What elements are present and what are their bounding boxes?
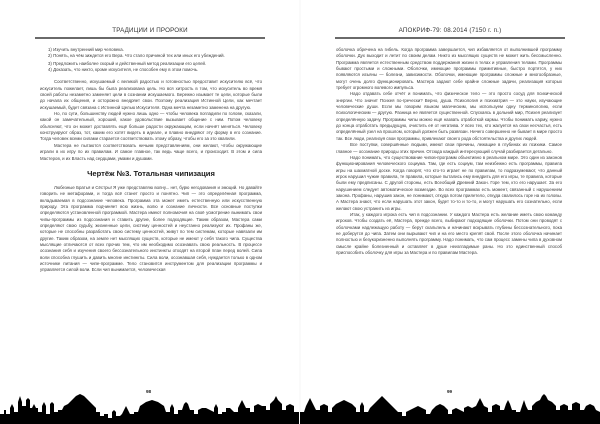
header-rule-left xyxy=(35,37,265,39)
left-page-body xyxy=(40,47,262,274)
city-skyline-icon xyxy=(0,392,300,424)
skyline-footer-right xyxy=(300,392,600,424)
right-page-body xyxy=(336,47,562,256)
paragraph: Соответственно, искушаемый с великой радостью и готовностью предоставит искусителю всё, что искуситель пожелает, лишь бы была реализована цель. Но вся хитрость в том, что искуситель во время своей работы незаметно заменяет цели в сознании искушаемого. Бережно изымает те цели, которые были до начала их общения, и осторожно внедряет свои. Поэтому реализация Истинной Цели, как мечтает искушаемый, будет связана с Истинной Целью Искусителя. Одна мечта незаметно заменена на другую. xyxy=(40,79,262,110)
list-item: 2) Понять, на чём зиждется его Вера. Что стало причиной тех или иных его убеждений. xyxy=(48,53,225,59)
chapter-title: Чертёж №3. Тотальная чипизация xyxy=(87,168,215,178)
running-head-left: ТРАДИЦИИ И ПРОРОКИ xyxy=(112,27,188,34)
list-item: 3) Предложить наиболее скорый и действенный метод реализации его целей. xyxy=(48,60,207,66)
right-page xyxy=(300,0,600,424)
skyline-footer-left xyxy=(0,392,300,424)
paragraph: Надо отдавать себе отчёт и понимать, что физическое тело — это просто сосуд для психической энергии. Что значит Психея по-гречески? Верно, душа. Психология и психиатрия — это науки, изучающие человеческие души. Если мы говорим языком магическим, мы используем одну терминологию, если психологическим — другую. Разница не является существенной. Спускаясь в дольний мир, Психея реализует определённую задачу. Программы чипы можно ещё назвать отработкой кармы. Чтобы понимать карму, нужно до конца отработать предыдущую, очистить её от негатива. У всех тех, кто жалуется на свои несчастья, есть определённый узел на прошлом, который должен быть развязан. Ничего совершенно не бывает в мире просто так. Все люди, реализуя свои программы, привлекают своего рода обстоятельства и других людей. xyxy=(336,91,562,141)
paragraph: Надо понимать, что существование чипов-программ объективно в реальном мире. Это один из законов функционирования человеческого социума. Там, где есть социум, там неизбежно есть программы, правила игры на шахматной доске. Когда говорят, что кто-то играет не по правилам, то подразумевают, что данный игрок нарушил чужие правила, те правила, которые пытались ему внедрить для его игры, те правила, которые были ему предписаны. С другой стороны, есть Всеобщий Древний Закон. Горе тем, кто его нарушает. За его нарушением следует автоматическое возмездие. Во всех программах есть момент, связанный с нарушением закона. Профаны, нарушив закон, не понимают, откуда потом прилетело, откуда свалилось горе на их головы. А Мастера знают, что если нарушать этот закон, будет то-то и то-то, и могут нарушать его сознательно, если желают свою устранить из игры. xyxy=(336,154,562,211)
city-skyline-icon xyxy=(300,392,600,424)
paragraph: Итак, у каждого игрока есть чип в подсознании. У каждого Мастера есть желание иметь свою команду игроков. Чтобы создать её, Мастера, прежде всего, выбирают подходящие оболочки. Потом они проводят с оболочками надлежащую работу — берут скальпель и начинают вскрывать глубины бессознательного, пока не доберутся до чипа. Затем они вырывают чип и на его место крепят свой. После этого оболочка начинает полностью и безукоризненно выполнять программу. Надо понимать, что сам процесс замены чипа в духовном смысле крайне болезненный и оставляет в душе неизгладимые раны. Но это единственный способ приспособить оболочку для игры за Мастера и по правилам Мастера. xyxy=(336,211,562,255)
paragraph: Все поступки, совершённые людьми, имеют свои причины, лежащие в глубинах их психики. Самое главное — осознание природы этих причин. Отсюда каждый интересующий случай разбирается детально. xyxy=(336,142,562,154)
page-number-left: 98 xyxy=(146,389,152,394)
list-item: 4) Доказать, что никто, кроме искусителя, не способен ему в этом помочь. xyxy=(48,67,199,73)
page-number-right: 99 xyxy=(447,389,453,394)
header-rule-right xyxy=(335,37,565,39)
paragraph: оболочка обречена на гибель. Когда программа завершается, чип избавляется от выполнившей программу оболочки. Дух выходит и летит по своим делам. Никто из мыслящих существ не может жить бессмысленно. Программа является естественным средством поддержания жизни в телах и управления телами. Программы бывают простыми и сложными. Оболочки, имеющие программы примитивные, быстро портятся, у них появляются изъяны — болезни, зависимости. Оболочки, имеющие программы сложные и многообразные, могут очень долго функционировать. Мастера задают себе крайне сложные задачи, реализация которых требует огромного волевого импульса. xyxy=(336,47,562,91)
paragraph: Любезные Братья и Сёстры! Я уже представляю волну... нет, бурю негодования и эмоций. Но давайте говорить не метафорами, и тогда всё станет просто и понятно. Чип — это определённая программа, вкладываемая в подсознание человека. Программа эта может иметь естественную или искусственную природу. Эта программа подчиняет всю жизнь, волю и сознание личности. Все основные поступки определяются установленной программой. Мастера имеют полномочия на своё усмотрение вынимать свои чипы-программы из подсознания и ставить другие, более подходящие. Таким образом, Мастера сами определяют свою судьбу, жизненные цели, систему ценностей и неустанно реализуют их. Профаны же, которые не способны разработать свою систему ценностей, живут по тем системам, которые навязали им другие. Таким образом, на земле нет мыслящих существ, которые не имеют у себя такого чипа. Существа мыслящие отличаются от всех прочих тем, что им необходимо осознавать свою реальность. В процессе осознания себя и изучения своего бессознательного инстинкты отходят на второй план перед волей. Сила воли способна глушить и давить многие инстинкты. Сила воли, осознавшая себя, нуждается только в одном источнике питания — чипе-программе. Тело становится инструментом для реализации программы и управляется силой воли. Если чип вынимается, человеческая xyxy=(40,184,262,273)
running-head-right: АПОКРИФ-79: 08.2014 (7150 г. п.) xyxy=(398,27,502,34)
paragraph: Мастера не пытаются соответствовать ничьим представлениям, они желают, чтобы окружающие играли в их игру по их правилам. И самое главное, так ведь чаще всего, и происходит. В этом и сила Мастеров, и их Власть над сердцами, умами и душами. xyxy=(40,142,262,161)
numbered-list xyxy=(40,47,262,73)
list-item: 1) Изучить внутренний мир человека. xyxy=(48,47,124,52)
paragraph: Но, по сути, большинству людей нужно лишь одно — чтобы человека погладили по голове, сказали, какой он замечательный, хороший, какое удовольствие вызывает общение с ним. Потом человеку объясняют, что он может доставлять ещё больше радости окружающим, если начнёт меняться. Человеку конструируют образ, тот, каким его хотят видеть в идеале, и плавно внедряют эту форму в его сознание. Тогда человек всеми силами старается соответствовать этому образу, чтобы его за это хвалили. xyxy=(40,111,262,142)
